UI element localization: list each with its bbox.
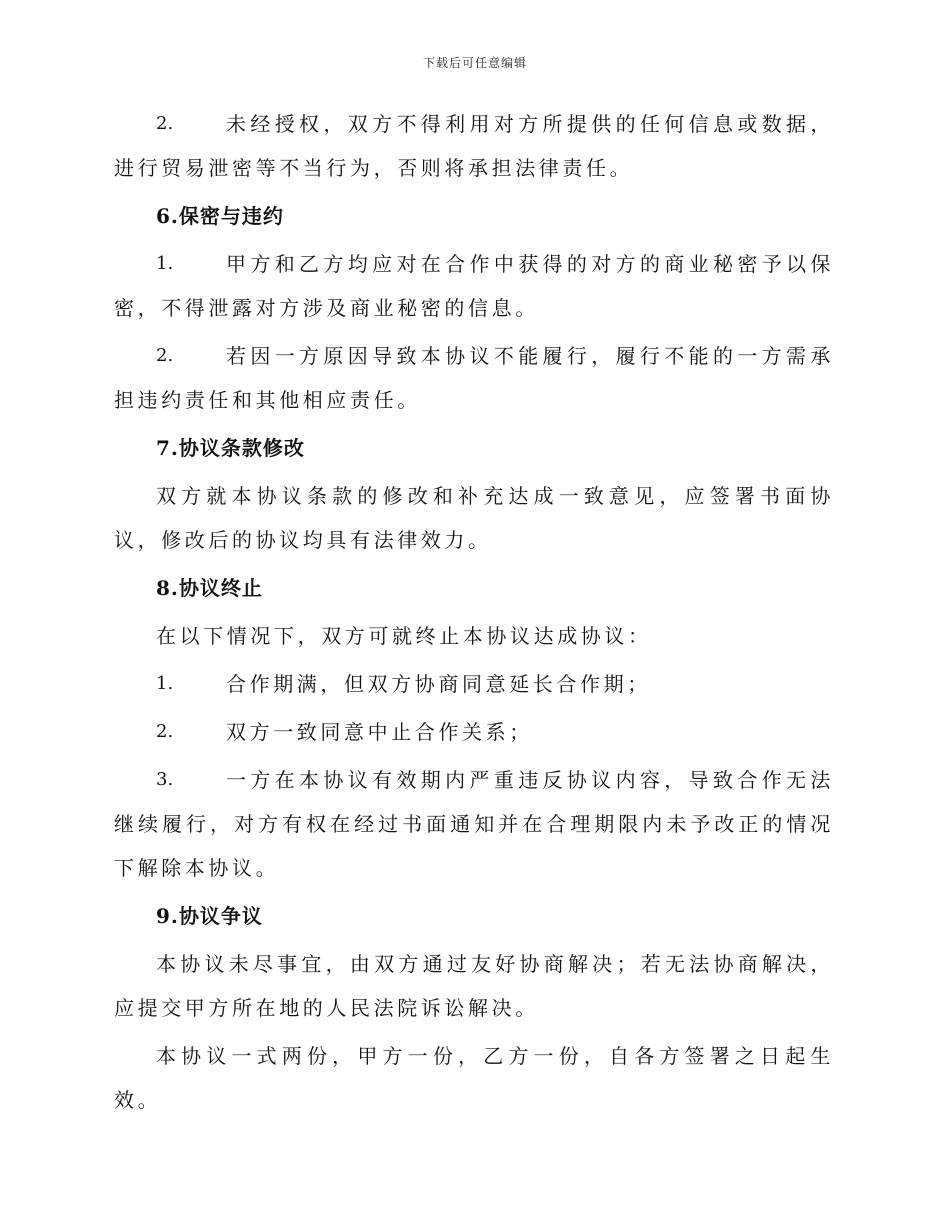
clause-item bbox=[114, 662, 834, 706]
section-heading: 9.协议争议 bbox=[156, 904, 263, 928]
clause-text: 双方一致同意中止合作关系； bbox=[226, 720, 533, 744]
clause-text: 若因一方原因导致本协议不能履行，履行不能的一方需承担违约责任和其他相应责任。 bbox=[114, 344, 834, 412]
section-heading: 6.保密与违约 bbox=[156, 204, 284, 228]
clause-number: 3. bbox=[156, 769, 174, 790]
clause-number: 2. bbox=[156, 345, 174, 366]
clause-text: 一方在本协议有效期内严重违反协议内容，导致合作无法继续履行，对方有权在经过书面通知并在合理期限内未予改正的情况下解除本协议。 bbox=[114, 768, 834, 880]
paragraph: 在以下情况下，双方可就终止本协议达成协议： bbox=[156, 624, 652, 648]
clause-item bbox=[114, 102, 834, 190]
page-header: 下载后可任意编辑 bbox=[422, 56, 527, 70]
clause-item bbox=[114, 758, 834, 890]
clause-item bbox=[114, 242, 834, 330]
clause-text: 未经授权，双方不得利用对方所提供的任何信息或数据，进行贸易泄密等不当行为，否则将承担法律责任。 bbox=[114, 112, 834, 180]
section-heading: 7.协议条款修改 bbox=[156, 436, 305, 460]
paragraph: 双方就本协议条款的修改和补充达成一致意见，应签署书面协议，修改后的协议均具有法律效力。 bbox=[114, 484, 834, 552]
paragraph: 本协议未尽事宜，由双方通过友好协商解决；若无法协商解决，应提交甲方所在地的人民法院诉讼解决。 bbox=[114, 952, 834, 1020]
clause-number: 1. bbox=[156, 673, 174, 694]
document-body bbox=[114, 102, 834, 1126]
clause-item bbox=[114, 334, 834, 422]
paragraph: 本协议一式两份，甲方一份，乙方一份，自各方签署之日起生效。 bbox=[114, 1044, 834, 1112]
clause-number: 2. bbox=[156, 721, 174, 742]
clause-text: 合作期满，但双方协商同意延长合作期； bbox=[226, 672, 651, 696]
clause-number: 2. bbox=[156, 113, 174, 134]
clause-item bbox=[114, 710, 834, 754]
section-heading: 8.协议终止 bbox=[156, 576, 263, 600]
clause-number: 1. bbox=[156, 253, 174, 274]
clause-text: 甲方和乙方均应对在合作中获得的对方的商业秘密予以保密，不得泄露对方涉及商业秘密的信息。 bbox=[114, 252, 834, 320]
